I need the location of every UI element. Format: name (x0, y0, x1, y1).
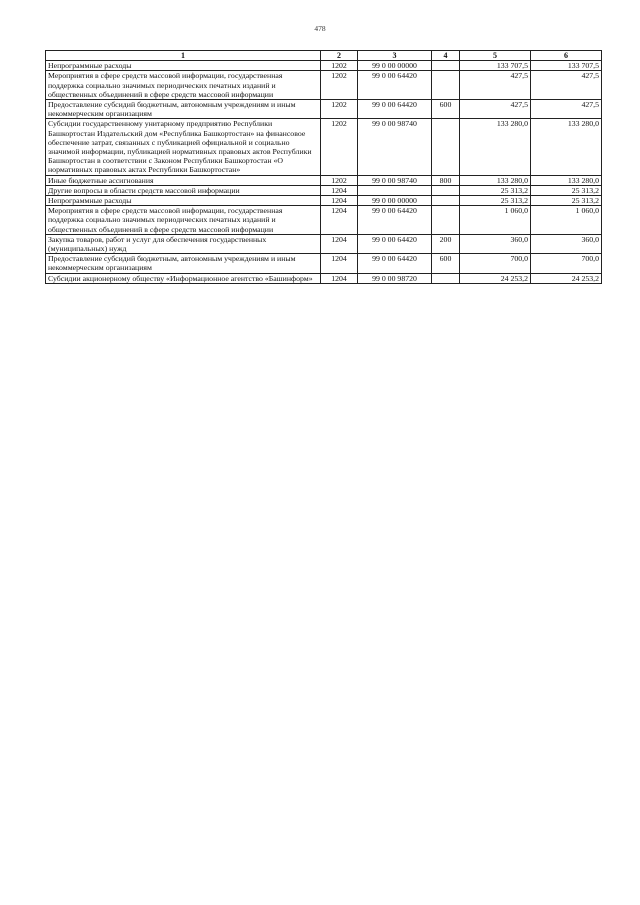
row-amount-1: 427,5 (460, 100, 531, 119)
header-col-5: 5 (460, 51, 531, 61)
table-header-row (46, 51, 602, 61)
row-expense-type (432, 71, 460, 100)
row-amount-1: 133 280,0 (460, 119, 531, 175)
row-amount-2: 1 060,0 (531, 206, 602, 235)
row-target-article: 99 0 00 98720 (358, 273, 432, 283)
row-target-article: 99 0 00 64420 (358, 71, 432, 100)
row-name: Непрограммные расходы (46, 196, 321, 206)
row-target-article: 99 0 00 00000 (358, 61, 432, 71)
row-amount-2: 133 280,0 (531, 119, 602, 175)
row-name: Другие вопросы в области средств массовой информации (46, 185, 321, 195)
row-name: Непрограммные расходы (46, 61, 321, 71)
row-amount-2: 24 253,2 (531, 273, 602, 283)
row-name: Субсидии акционерному обществу «Информационное агентство «Башинформ» (46, 273, 321, 283)
budget-table (45, 50, 602, 284)
row-section: 1204 (321, 273, 358, 283)
row-amount-1: 360,0 (460, 234, 531, 253)
row-expense-type (432, 61, 460, 71)
table-row (46, 273, 602, 283)
row-amount-2: 427,5 (531, 71, 602, 100)
row-expense-type: 800 (432, 175, 460, 185)
row-expense-type (432, 273, 460, 283)
row-section: 1202 (321, 61, 358, 71)
row-expense-type: 200 (432, 234, 460, 253)
header-col-1: 1 (46, 51, 321, 61)
row-section: 1204 (321, 254, 358, 273)
row-target-article: 99 0 00 64420 (358, 100, 432, 119)
row-name: Мероприятия в сфере средств массовой информации, государственная поддержка социально значимых периодических печатных изданий и общественных объединений в сфере средств массовой информации (46, 206, 321, 235)
row-target-article (358, 185, 432, 195)
row-name: Иные бюджетные ассигнования (46, 175, 321, 185)
row-target-article: 99 0 00 64420 (358, 206, 432, 235)
header-col-6: 6 (531, 51, 602, 61)
row-target-article: 99 0 00 00000 (358, 196, 432, 206)
row-section: 1202 (321, 100, 358, 119)
row-amount-1: 133 280,0 (460, 175, 531, 185)
header-col-4: 4 (432, 51, 460, 61)
row-target-article: 99 0 00 64420 (358, 234, 432, 253)
row-expense-type (432, 185, 460, 195)
table-row (46, 196, 602, 206)
row-amount-2: 25 313,2 (531, 185, 602, 195)
row-expense-type: 600 (432, 254, 460, 273)
row-expense-type (432, 206, 460, 235)
row-amount-1: 133 707,5 (460, 61, 531, 71)
row-section: 1204 (321, 196, 358, 206)
row-expense-type: 600 (432, 100, 460, 119)
row-name: Мероприятия в сфере средств массовой информации, государственная поддержка социально значимых периодических печатных изданий и общественных объединений в сфере средств массовой информации (46, 71, 321, 100)
table-row (46, 100, 602, 119)
row-name: Предоставление субсидий бюджетным, автономным учреждениям и иным некоммерческим организациям (46, 254, 321, 273)
page-number: 478 (314, 24, 326, 33)
row-amount-1: 25 313,2 (460, 185, 531, 195)
row-amount-2: 427,5 (531, 100, 602, 119)
row-section: 1204 (321, 234, 358, 253)
row-amount-1: 25 313,2 (460, 196, 531, 206)
row-section: 1202 (321, 175, 358, 185)
table-row (46, 185, 602, 195)
table-row (46, 254, 602, 273)
row-amount-2: 133 707,5 (531, 61, 602, 71)
table-row (46, 61, 602, 71)
row-target-article: 99 0 00 64420 (358, 254, 432, 273)
row-expense-type (432, 119, 460, 175)
row-section: 1202 (321, 71, 358, 100)
row-section: 1202 (321, 119, 358, 175)
header-col-2: 2 (321, 51, 358, 61)
row-section: 1204 (321, 185, 358, 195)
row-amount-1: 427,5 (460, 71, 531, 100)
row-name: Предоставление субсидий бюджетным, автономным учреждениям и иным некоммерческим организациям (46, 100, 321, 119)
row-amount-1: 700,0 (460, 254, 531, 273)
row-target-article: 99 0 00 98740 (358, 119, 432, 175)
row-section: 1204 (321, 206, 358, 235)
table-row (46, 206, 602, 235)
row-amount-1: 24 253,2 (460, 273, 531, 283)
header-col-3: 3 (358, 51, 432, 61)
row-amount-2: 133 280,0 (531, 175, 602, 185)
table-row (46, 234, 602, 253)
row-name: Закупка товаров, работ и услуг для обеспечения государственных (муниципальных) нужд (46, 234, 321, 253)
table-row (46, 119, 602, 175)
row-target-article: 99 0 00 98740 (358, 175, 432, 185)
table-row (46, 175, 602, 185)
table-row (46, 71, 602, 100)
row-amount-1: 1 060,0 (460, 206, 531, 235)
row-name: Субсидии государственному унитарному предприятию Республики Башкортостан Издательский дом «Республика Башкортостан» на финансовое обеспечение затрат, связанных с публикацией официальной и социально значимой информации, публикацией нормативных правовых актов Республики Башкортостан в соответствии с Законом Республики Башкортостан «О нормативных правовых актах Республики Башкортостан» (46, 119, 321, 175)
row-amount-2: 700,0 (531, 254, 602, 273)
row-expense-type (432, 196, 460, 206)
row-amount-2: 25 313,2 (531, 196, 602, 206)
row-amount-2: 360,0 (531, 234, 602, 253)
